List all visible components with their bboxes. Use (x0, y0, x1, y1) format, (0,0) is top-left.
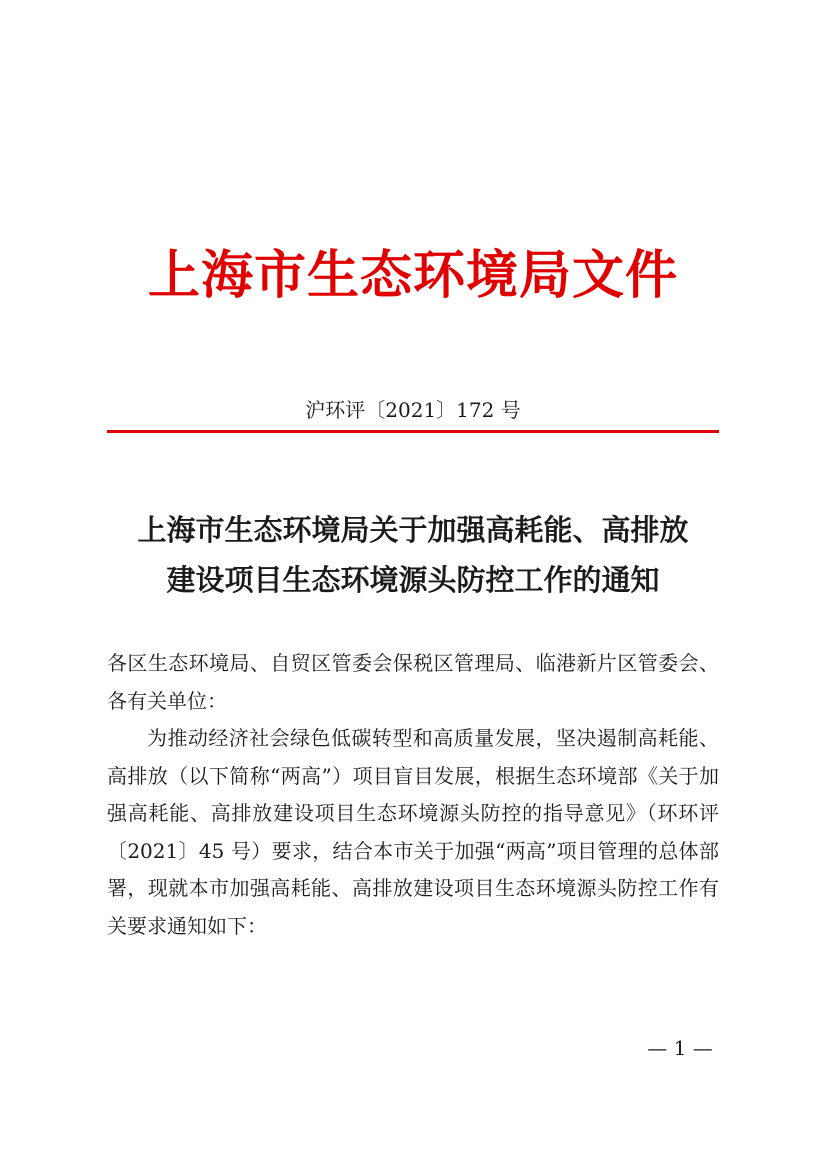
addressees: 各区生态环境局、自贸区管委会保税区管理局、临港新片区管委会、各有关单位： (107, 651, 719, 713)
document-body (107, 645, 719, 945)
document-title-line-1: 上海市生态环境局关于加强高耗能、高排放 (137, 513, 689, 547)
issuer-title: 上海市生态环境局文件 (147, 246, 678, 306)
document-title-line-2: 建设项目生态环境源头防控工作的通知 (166, 563, 660, 597)
body-paragraph-1: 为推动经济社会绿色低碳转型和高质量发展，坚决遏制高耗能、高排放（以下简称“两高”）项目盲目发展，根据生态环境部《关于加强高耗能、高排放建设项目生态环境源头防控的指导意见》（环环评〔2021〕45 号）要求，结合本市关于加强“两高”项目管理的总体部署，现就本市加强高耗能、高排放建设项目生态环境源头防控工作有关要求通知如下： (107, 726, 719, 938)
page-number: — 1 — (647, 1036, 713, 1060)
document-title (107, 505, 719, 605)
document-number: 沪环评〔2021〕172 号 (305, 398, 521, 422)
red-divider-line (107, 430, 719, 433)
